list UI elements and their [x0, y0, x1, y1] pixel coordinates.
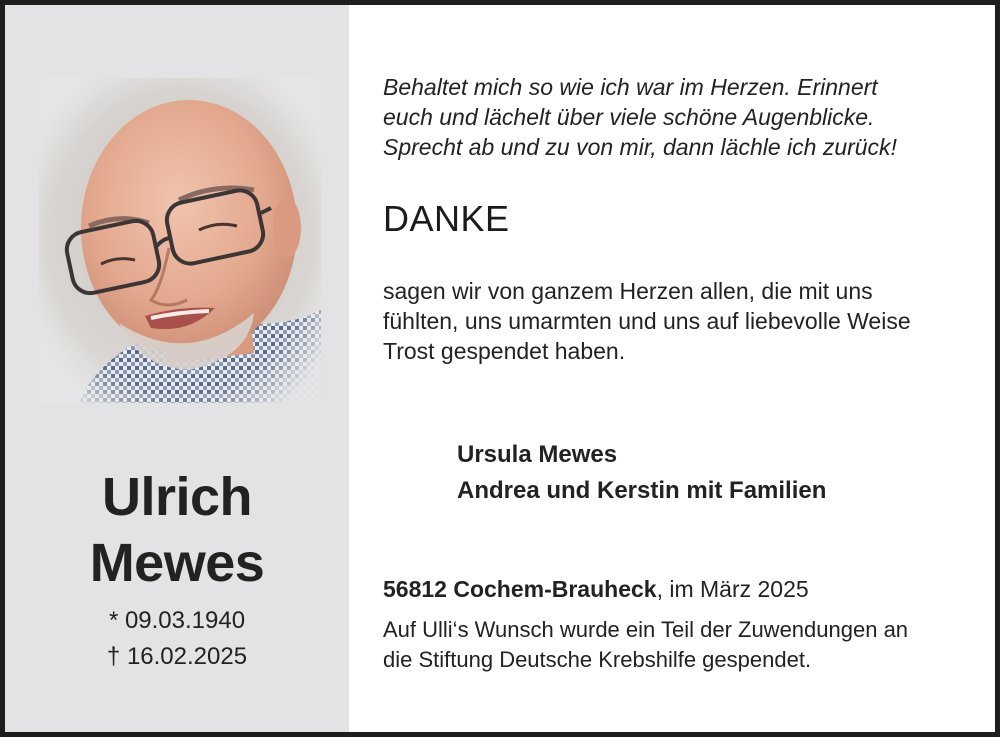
date-text: , im März 2025	[656, 576, 809, 602]
birth-date: * 09.03.1940	[108, 607, 246, 634]
portrait-photo	[39, 78, 321, 403]
thanks-heading: DANKE	[383, 198, 510, 239]
quote-line: Sprecht ab und zu von mir, dann lächle ich zurück!	[383, 134, 897, 160]
memorial-quote	[383, 72, 897, 162]
death-date: † 16.02.2025	[106, 643, 248, 670]
signer-name: Ursula Mewes	[457, 441, 618, 468]
message-line: Trost gespendet haben.	[383, 338, 626, 364]
signer-name: Andrea und Kerstin mit Familien	[457, 477, 827, 504]
quote-line: Behaltet mich so wie ich war im Herzen. Erinnert	[383, 74, 878, 100]
quote-line: euch und lächelt über viele schöne Augenblicke.	[383, 104, 875, 130]
donation-note	[383, 615, 908, 675]
signers-block	[457, 437, 826, 509]
place-name: 56812 Cochem-Brauheck	[383, 576, 657, 602]
deceased-last-name: Mewes	[89, 533, 265, 593]
thanks-message	[383, 276, 911, 366]
note-line: die Stiftung Deutsche Krebshilfe gespendet.	[383, 647, 812, 672]
message-line: sagen wir von ganzem Herzen allen, die mit uns	[383, 278, 873, 304]
place-date-line	[383, 574, 809, 604]
memorial-side-panel	[5, 5, 349, 732]
message-line: fühlten, uns umarmten und uns auf liebevolle Weise	[383, 308, 911, 334]
note-line: Auf Ulli‘s Wunsch wurde ein Teil der Zuwendungen an	[383, 617, 909, 642]
deceased-first-name: Ulrich	[101, 467, 253, 527]
